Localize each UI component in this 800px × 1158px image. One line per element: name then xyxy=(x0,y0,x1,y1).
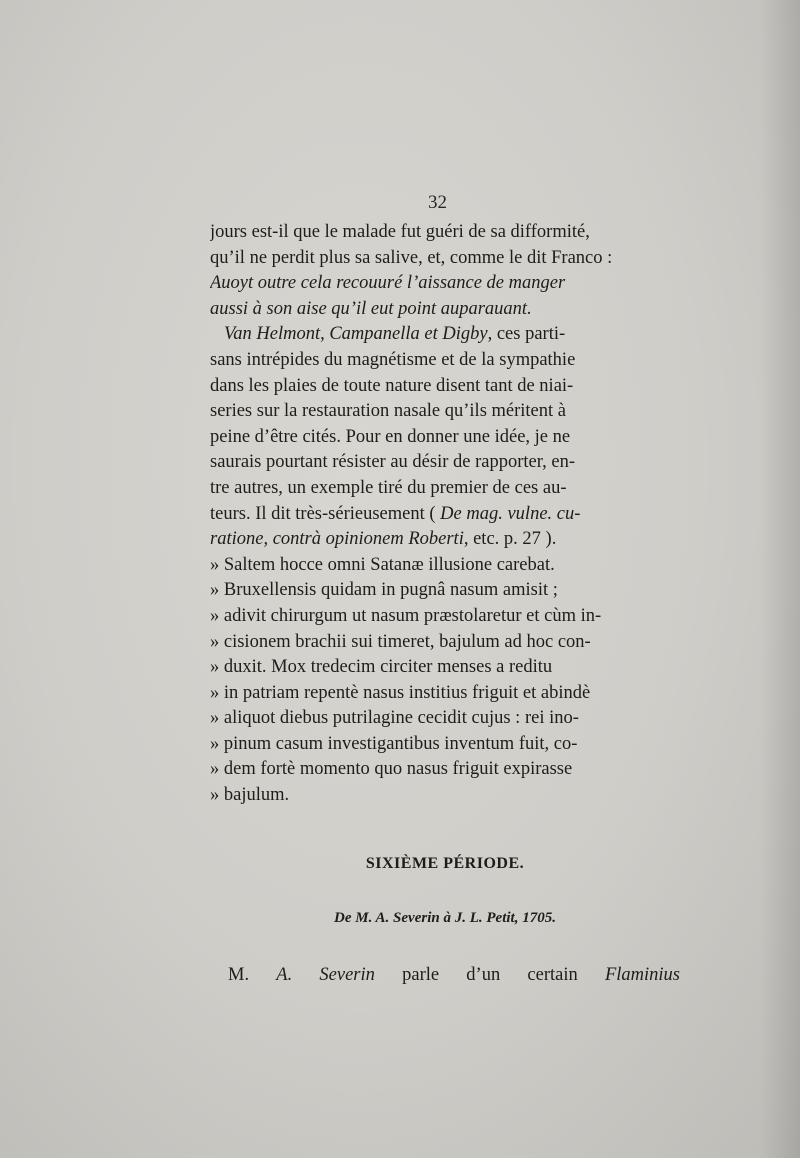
italic-quote: Auoyt outre cela recouuré l’aissance de manger xyxy=(210,273,566,294)
section-heading: SIXIÈME PÉRIODE. xyxy=(365,855,525,872)
citation-line xyxy=(210,527,680,553)
page-number: 32 xyxy=(428,192,447,213)
latin-quote-line: » bajulum. xyxy=(210,785,290,806)
authors-names: Van Helmont, Campanella et Digby xyxy=(224,324,488,345)
word: parle xyxy=(402,965,440,985)
text-line: jours est-il que le malade fut guéri de sa difformité, xyxy=(210,222,590,242)
word: d’un xyxy=(466,965,501,985)
latin-quote-line: » adivit chirurgum ut nasum præstolaretur et cùm in- xyxy=(210,605,602,626)
text-fragment: , ces parti- xyxy=(487,324,566,345)
latin-quote-line: » pinum casum investigantibus inventum fuit, co- xyxy=(210,733,578,754)
latin-quote-line: » aliquot diebus putrilagine cecidit cujus : rei ino- xyxy=(210,708,579,729)
text-line: dans les plaies de toute nature disent tant de niai- xyxy=(210,375,574,396)
latin-quote-line: » Saltem hocce omni Satanæ illusione carebat. xyxy=(210,554,555,575)
text-line-italic xyxy=(210,297,680,323)
word: M. xyxy=(228,965,250,985)
paragraph-start xyxy=(210,322,680,348)
text-fragment: , etc. p. 27 ). xyxy=(463,529,557,550)
text-line: series sur la restauration nasale qu’ils méritent à xyxy=(210,401,566,422)
text-fragment: teurs. Il dit très-sérieusement ( xyxy=(210,503,441,524)
latin-quote-line: » dem fortè momento quo nasus friguit expirasse xyxy=(210,759,573,780)
page-shadow xyxy=(760,0,800,1158)
text-line: peine d’être cités. Pour en donner une idée, je ne xyxy=(210,426,571,447)
italic-quote: aussi à son aise qu’il eut point auparauant. xyxy=(210,298,532,319)
text-line: tre autres, un exemple tiré du premier de ces au- xyxy=(210,477,567,498)
text-line: saurais pourtant résister au désir de rapporter, en- xyxy=(210,452,576,473)
citation-title: De mag. vulne. cu- xyxy=(440,503,581,524)
word-italic: Severin xyxy=(319,965,375,985)
section-subheading: De M. A. Severin à J. L. Petit, 1705. xyxy=(334,910,556,926)
text-line-italic xyxy=(210,271,680,297)
text-line: sans intrépides du magnétisme et de la sympathie xyxy=(210,349,576,370)
latin-quote-line: » cisionem brachii sui timeret, bajulum ad hoc con- xyxy=(210,631,591,652)
body-text xyxy=(210,220,680,809)
final-text-line xyxy=(228,965,680,986)
latin-quote-line: » duxit. Mox tredecim circiter menses a reditu xyxy=(210,657,553,678)
word: certain xyxy=(527,965,578,985)
latin-quote-line: » Bruxellensis quidam in pugnâ nasum amisit ; xyxy=(210,580,558,601)
word-italic: A. xyxy=(276,965,293,985)
latin-quote-line: » in patriam repentè nasus institius friguit et abindè xyxy=(210,682,591,703)
citation-title: ratione, contrà opinionem Roberti xyxy=(210,529,464,550)
word-italic: Flaminius xyxy=(604,965,680,985)
citation-line xyxy=(210,502,680,528)
text-line: qu’il ne perdit plus sa salive, et, comme le dit Franco : xyxy=(210,247,613,268)
